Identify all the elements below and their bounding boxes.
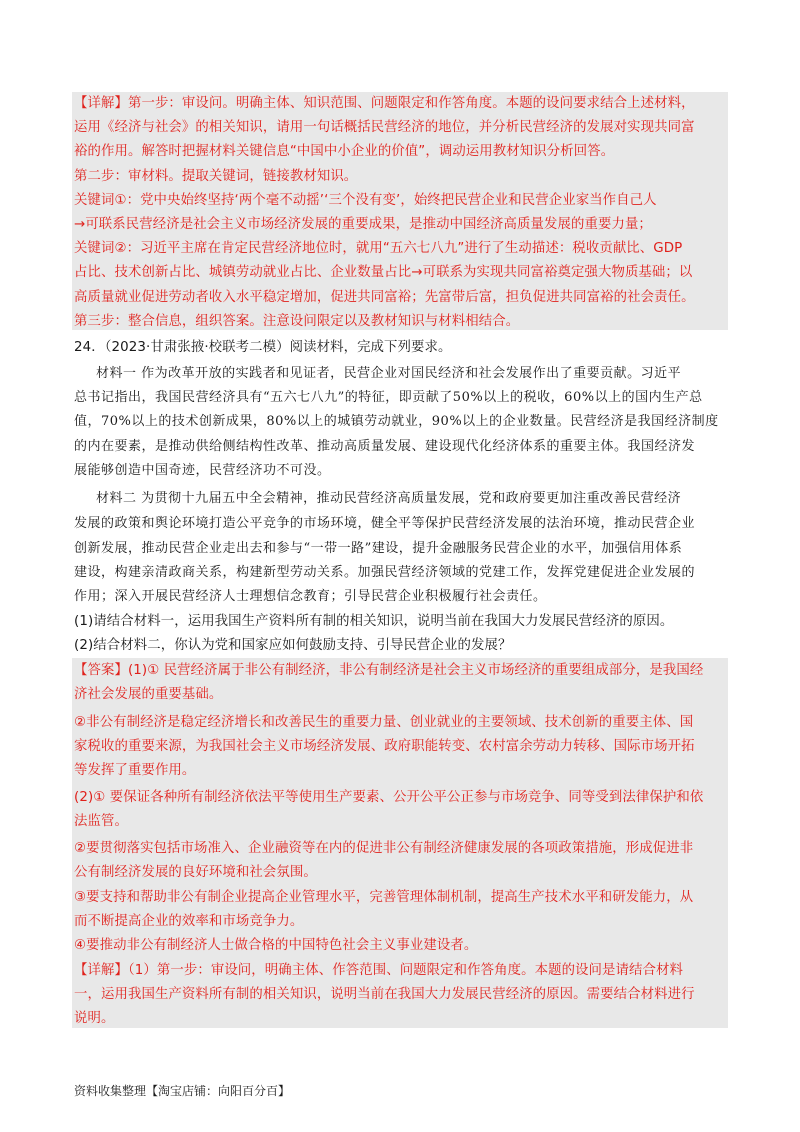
material-line: 创新发展，推动民营企业走出去和参与“一带一路”建设，提升金融服务民营企业的水平，加强信用体系	[74, 541, 683, 556]
text-line: 而不断提高企业的效率和市场竞争力。	[74, 914, 304, 929]
text-line: 关键词①：党中央始终坚持‘两个毫不动摇’‘三个没有变’，始终把民营企业和民营企业家当作自己人	[74, 193, 657, 208]
question-title: 24．（2023·甘肃张掖·校联考二模）阅读材料，完成下列要求。	[74, 340, 452, 355]
text-line: 家税收的重要来源，为我国社会主义市场经济发展、政府职能转变、农村富余劳动力转移、国际市场开拓	[74, 739, 695, 754]
material-line: 总书记指出，我国民营经济具有“五六七八九”的特征，即贡献了50%以上的税收，60%以上的国内生产总	[74, 390, 703, 405]
text-line: 运用《经济与社会》的相关知识，请用一句话概括民营经济的地位，并分析民营经济的发展对实现共同富	[74, 120, 695, 135]
text-line: ③要支持和帮助非公有制企业提高企业管理水平，完善管理体制机制，提高生产技术水平和研发能力，从	[74, 890, 694, 905]
text-line: 一，运用我国生产资料所有制的相关知识，说明当前在我国大力发展民营经济的原因。需要结合材料进行	[74, 987, 695, 1002]
text-line: ②非公有制经济是稳定经济增长和改善民生的重要力量、创业就业的主要领域、技术创新的重要主体、国	[74, 715, 694, 730]
material-line: 展能够创造中国奇迹，民营经济功不可没。	[74, 463, 331, 478]
text-line: 关键词②：习近平主席在肯定民营经济地位时，就用“五六七八九”进行了生动描述：税收贡献比、GDP	[74, 241, 683, 256]
text-line: 公有制经济发展的良好环境和社会氛围。	[74, 865, 317, 880]
text-line: 第三步：整合信息，组织答案。注意设问限定以及教材知识与材料相结合。	[74, 314, 520, 329]
text-line: (2)① 要保证各种所有制经济依法平等使用生产要素、公开公平公正参与市场竞争、同等受到法律保护和依	[74, 790, 704, 805]
text-line: ④要推动非公有制经济人士做合格的中国特色社会主义事业建设者。	[74, 938, 478, 953]
page-footer: 资料收集整理【淘宝店铺：向阳百分百】	[74, 1084, 291, 1098]
text-line: 【详解】第一步：审设问。明确主体、知识范围、问题限定和作答角度。本题的设问要求结合上述材料，	[74, 96, 695, 111]
material-line: 建设，构建亲清政商关系，构建新型劳动关系。加强民营经济领域的党建工作，发挥党建促进企业发展的	[74, 565, 696, 580]
material-line: 的内在要素，是推动供给侧结构性改革、推动高质量发展、建设现代化经济体系的重要主体。我国经济发	[74, 439, 696, 454]
text-line: 说明。	[74, 1011, 115, 1026]
sub-question: (2)结合材料二，你认为党和国家应如何鼓励支持、引导民营企业的发展？	[74, 638, 512, 653]
text-line: 高质量就业促进劳动者收入水平稳定增加，促进共同富裕；先富带后富，担负促进共同富裕的社会责任。	[74, 290, 695, 305]
text-line: 法监管。	[74, 814, 128, 829]
text-line: 占比、技术创新占比、城镇劳动就业占比、企业数量占比→可联系为实现共同富裕奠定强大物质基础；以	[74, 265, 693, 280]
material-line: 作用；深入开展民营经济人士理想信念教育；引导民营企业积极履行社会责任。	[74, 589, 547, 604]
material-line: 发展的政策和舆论环境打造公平竞争的市场环境，健全平等保护民营经济发展的法治环境，推动民营企业	[74, 516, 696, 531]
text-line: 等发挥了重要作用。	[74, 763, 196, 778]
material-line: 材料一 作为改革开放的实践者和见证者，民营企业对国民经济和社会发展作出了重要贡献。习近平	[96, 366, 682, 381]
text-line: 裕的作用。解答时把握材料关键信息“中国中小企业的价值”，调动运用教材知识分析回答。	[74, 144, 615, 159]
sub-question: (1)请结合材料一，运用我国生产资料所有制的相关知识，说明当前在我国大力发展民营经济的原因。	[74, 614, 674, 629]
text-line: 【答案】(1)① 民营经济属于非公有制经济，非公有制经济是社会主义市场经济的重要组成部分，是我国经	[74, 663, 704, 678]
text-line: 【详解】（1）第一步：审设问，明确主体、作答范围、问题限定和作答角度。本题的设问是请结合材料	[74, 963, 683, 978]
text-line: ②要贯彻落实包括市场准入、企业融资等在内的促进非公有制经济健康发展的各项政策措施，形成促进非	[74, 841, 694, 856]
material-line: 材料二 为贯彻十九届五中全会精神，推动民营经济高质量发展，党和政府要更加注重改善民营经济	[96, 491, 682, 506]
material-line: 值，70%以上的技术创新成果，80%以上的城镇劳动就业，90%以上的企业数量。民营经济是我国经济制度	[74, 414, 719, 429]
text-line: 第二步：审材料。提取关键词，链接教材知识。	[74, 169, 358, 184]
text-line: →可联系民营经济是社会主义市场经济发展的重要成果，是推动中国经济高质量发展的重要力量；	[74, 217, 652, 232]
text-line: 济社会发展的重要基础。	[74, 687, 223, 702]
